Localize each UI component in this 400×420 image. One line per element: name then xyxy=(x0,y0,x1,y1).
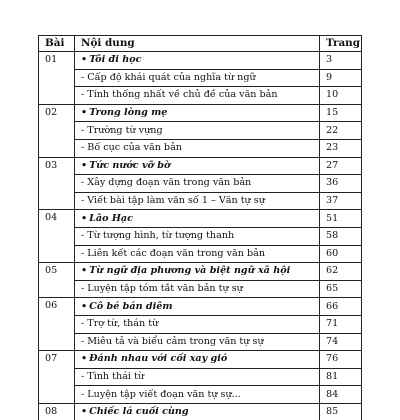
toc-item-text: - Tính thống nhất về chủ đề của văn bản xyxy=(75,87,320,105)
toc-item-row xyxy=(39,280,362,298)
lesson-row xyxy=(39,403,362,420)
header-page: Trang xyxy=(320,36,362,52)
bullet-icon: • xyxy=(81,265,87,276)
toc-item-row xyxy=(39,315,362,333)
lesson-title-text: Tôi đi học xyxy=(89,54,141,65)
lesson-row xyxy=(39,210,362,228)
toc-item-text: - Xây dựng đoạn văn trong văn bản xyxy=(75,175,320,193)
toc-item-text: - Trợ từ, thán từ xyxy=(75,315,320,333)
toc-item-row xyxy=(39,333,362,351)
toc-item-text: - Luyện tập viết đoạn văn tự sự... xyxy=(75,386,320,404)
toc-item-text: - Liên kết các đoạn văn trong văn bản xyxy=(75,245,320,263)
toc-body xyxy=(39,52,362,420)
lesson-page-number: 15 xyxy=(320,104,362,122)
lesson-row xyxy=(39,298,362,316)
toc-item-page: 10 xyxy=(320,87,362,105)
toc-item-text: - Từ tượng hình, từ tượng thanh xyxy=(75,227,320,245)
toc-item-text: - Trường từ vựng xyxy=(75,122,320,140)
toc-item-page: 37 xyxy=(320,192,362,210)
lesson-number: 04 xyxy=(39,210,75,263)
lesson-page-number: 85 xyxy=(320,403,362,420)
toc-item-row xyxy=(39,192,362,210)
lesson-number: 01 xyxy=(39,52,75,105)
lesson-page-number: 27 xyxy=(320,157,362,175)
toc-item-row xyxy=(39,368,362,386)
lesson-title-text: Đánh nhau với cối xay gió xyxy=(89,353,227,364)
toc-item-text: - Viết bài tập làm văn số 1 – Văn tự sự xyxy=(75,192,320,210)
lesson-title xyxy=(75,298,320,316)
lesson-row xyxy=(39,157,362,175)
toc-item-page: 22 xyxy=(320,122,362,140)
lesson-page-number: 3 xyxy=(320,52,362,70)
toc-item-page: 60 xyxy=(320,245,362,263)
toc-header-row xyxy=(39,36,362,52)
lesson-title xyxy=(75,52,320,70)
toc-item-page: 65 xyxy=(320,280,362,298)
lesson-title-text: Lão Hạc xyxy=(89,213,133,224)
lesson-title-text: Chiếc lá cuối cùng xyxy=(89,406,188,417)
lesson-row xyxy=(39,263,362,281)
toc-item-row xyxy=(39,175,362,193)
bullet-icon: • xyxy=(81,406,87,417)
lesson-number: 03 xyxy=(39,157,75,210)
bullet-icon: • xyxy=(81,353,87,364)
bullet-icon: • xyxy=(81,107,87,118)
toc-item-page: 81 xyxy=(320,368,362,386)
lesson-row xyxy=(39,104,362,122)
toc-item-page: 9 xyxy=(320,69,362,87)
lesson-title xyxy=(75,157,320,175)
lesson-title xyxy=(75,210,320,228)
header-lesson: Bài xyxy=(39,36,75,52)
toc-table xyxy=(38,35,362,420)
lesson-number: 08 xyxy=(39,403,75,420)
lesson-title xyxy=(75,351,320,369)
lesson-number: 05 xyxy=(39,263,75,298)
lesson-title xyxy=(75,263,320,281)
toc-item-row xyxy=(39,227,362,245)
toc-item-row xyxy=(39,139,362,157)
bullet-icon: • xyxy=(81,213,87,224)
lesson-page-number: 76 xyxy=(320,351,362,369)
toc-item-text: - Luyện tập tóm tắt văn bản tự sự xyxy=(75,280,320,298)
lesson-number: 07 xyxy=(39,351,75,404)
toc-item-row xyxy=(39,87,362,105)
lesson-title xyxy=(75,104,320,122)
lesson-page-number: 51 xyxy=(320,210,362,228)
lesson-title-text: Tức nước vỡ bờ xyxy=(89,160,170,171)
lesson-page-number: 66 xyxy=(320,298,362,316)
toc-item-page: 36 xyxy=(320,175,362,193)
toc-item-page: 84 xyxy=(320,386,362,404)
toc-item-text: - Tình thái từ xyxy=(75,368,320,386)
lesson-row xyxy=(39,52,362,70)
toc-item-page: 71 xyxy=(320,315,362,333)
lesson-title xyxy=(75,403,320,420)
toc-item-page: 23 xyxy=(320,139,362,157)
lesson-number: 06 xyxy=(39,298,75,351)
toc-item-page: 58 xyxy=(320,227,362,245)
toc-item-row xyxy=(39,245,362,263)
bullet-icon: • xyxy=(81,54,87,65)
toc-item-page: 74 xyxy=(320,333,362,351)
bullet-icon: • xyxy=(81,160,87,171)
toc-item-text: - Bố cục của văn bản xyxy=(75,139,320,157)
toc-item-row xyxy=(39,386,362,404)
toc-item-row xyxy=(39,69,362,87)
lesson-title-text: Trong lòng mẹ xyxy=(89,107,167,118)
bullet-icon: • xyxy=(81,301,87,312)
toc-item-text: - Cấp độ khái quát của nghĩa từ ngữ xyxy=(75,69,320,87)
lesson-title-text: Từ ngữ địa phương và biệt ngữ xã hội xyxy=(89,265,290,276)
toc-item-text: - Miêu tả và biểu cảm trong văn tự sự xyxy=(75,333,320,351)
toc-item-row xyxy=(39,122,362,140)
lesson-number: 02 xyxy=(39,104,75,157)
header-content: Nội dung xyxy=(75,36,320,52)
lesson-title-text: Cô bé bán diêm xyxy=(89,301,172,312)
lesson-row xyxy=(39,351,362,369)
lesson-page-number: 62 xyxy=(320,263,362,281)
